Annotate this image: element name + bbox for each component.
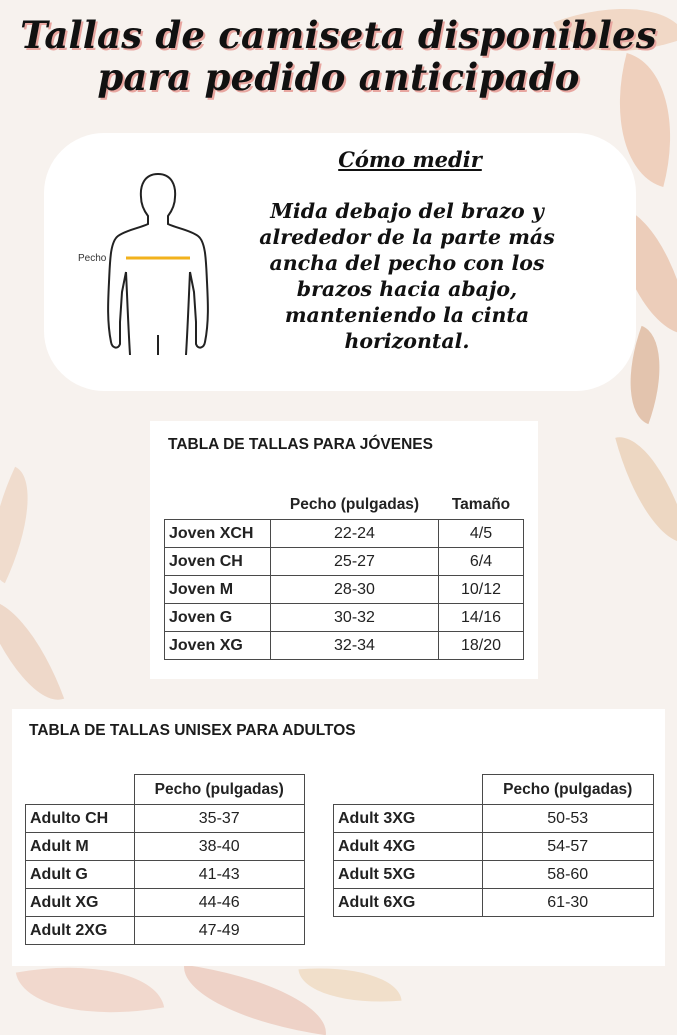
chest-value: 50-53 xyxy=(482,805,654,833)
chest-value: 28-30 xyxy=(271,576,439,604)
column-header xyxy=(165,490,271,520)
table-row xyxy=(26,917,305,945)
size-value: 10/12 xyxy=(439,576,524,604)
adult-size-table-right xyxy=(333,774,654,917)
size-value: 18/20 xyxy=(439,632,524,660)
leaf-decoration xyxy=(0,467,51,584)
size-label: Adult 2XG xyxy=(26,917,135,945)
table-row xyxy=(26,861,305,889)
table-header-row xyxy=(26,775,305,805)
chest-value: 47-49 xyxy=(134,917,305,945)
table-row xyxy=(165,576,524,604)
leaf-decoration xyxy=(298,961,401,1010)
table-row xyxy=(165,632,524,660)
chest-label: Pecho xyxy=(78,253,107,264)
page-title xyxy=(0,14,677,98)
chest-value: 38-40 xyxy=(134,833,305,861)
size-label: Joven XG xyxy=(165,632,271,660)
table-header-row xyxy=(334,775,654,805)
how-to-measure-text: Mida debajo del brazo y alrededor de la parte más ancha del pecho con los brazos hacia abajo, manteniendo la cinta horizontal. xyxy=(259,199,555,353)
column-header: Tamaño xyxy=(451,495,511,513)
table-row xyxy=(334,889,654,917)
how-to-measure-heading: Cómo medir xyxy=(338,147,482,172)
table-row xyxy=(165,520,524,548)
table-row xyxy=(165,604,524,632)
chest-value: 44-46 xyxy=(134,889,305,917)
column-header: Pecho (pulgadas) xyxy=(482,775,654,805)
chest-value: 61-30 xyxy=(482,889,654,917)
size-label: Joven CH xyxy=(165,548,271,576)
table-row xyxy=(26,805,305,833)
youth-table-title: TABLA DE TALLAS PARA JÓVENES xyxy=(168,436,433,453)
body-outline-figure xyxy=(74,172,234,357)
table-row xyxy=(334,861,654,889)
size-label: Adult 3XG xyxy=(334,805,483,833)
size-label: Adult M xyxy=(26,833,135,861)
size-label: Adult G xyxy=(26,861,135,889)
table-row xyxy=(26,833,305,861)
table-row xyxy=(26,889,305,917)
size-label: Adult 5XG xyxy=(334,861,483,889)
title-line-1: Tallas de camiseta disponibles xyxy=(20,13,657,57)
chest-value: 35-37 xyxy=(134,805,305,833)
chest-value: 32-34 xyxy=(271,632,439,660)
leaf-decoration xyxy=(0,586,64,714)
adult-size-table-left xyxy=(25,774,305,945)
size-value: 4/5 xyxy=(439,520,524,548)
chest-value: 22-24 xyxy=(271,520,439,548)
column-header: Pecho (pulgadas) xyxy=(289,495,420,513)
column-header: Pecho (pulgadas) xyxy=(134,775,305,805)
size-label: Joven XCH xyxy=(165,520,271,548)
column-header-empty xyxy=(26,775,135,805)
leaf-decoration xyxy=(615,426,677,554)
adult-table-title: TABLA DE TALLAS UNISEX PARA ADULTOS xyxy=(29,722,356,739)
size-label: Adult 4XG xyxy=(334,833,483,861)
size-label: Adult XG xyxy=(26,889,135,917)
chest-value: 41-43 xyxy=(134,861,305,889)
table-row xyxy=(334,833,654,861)
size-value: 14/16 xyxy=(439,604,524,632)
size-label: Adulto CH xyxy=(26,805,135,833)
table-row xyxy=(165,548,524,576)
chest-value: 25-27 xyxy=(271,548,439,576)
column-header-empty xyxy=(334,775,483,805)
table-row xyxy=(334,805,654,833)
title-line-2: para pedido anticipado xyxy=(97,55,580,99)
chest-value: 58-60 xyxy=(482,861,654,889)
youth-size-table xyxy=(164,490,524,660)
size-value: 6/4 xyxy=(439,548,524,576)
size-label: Joven M xyxy=(165,576,271,604)
chest-value: 30-32 xyxy=(271,604,439,632)
table-header-row xyxy=(165,490,524,520)
size-label: Adult 6XG xyxy=(334,889,483,917)
size-label: Joven G xyxy=(165,604,271,632)
chest-value: 54-57 xyxy=(482,833,654,861)
